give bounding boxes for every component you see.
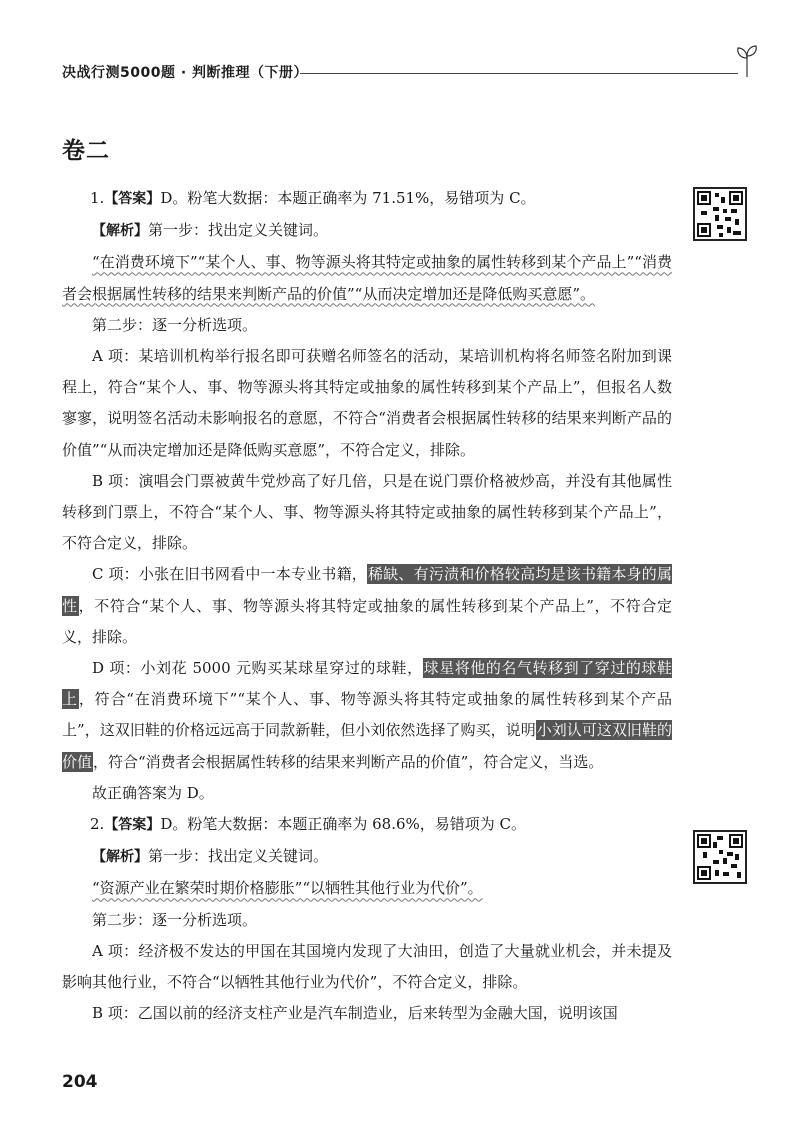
highlight: 小刘认可这双旧鞋的价值	[62, 721, 672, 771]
q1-option-c: C 项：小张在旧书网看中一本专业书籍，稀缺、有污渍和价格较高均是该书籍本身的属性，不符合“某个人、事、物等源头将其特定或抽象的属性转移到某个产品上”，不符合定义，排除。	[62, 565, 672, 646]
leaf-sprout-icon	[736, 44, 758, 78]
header-rule	[300, 73, 738, 74]
q1-conclusion: 故正确答案为 D。	[92, 783, 214, 802]
analysis-tag: 【解析】	[92, 849, 148, 866]
q2-keywords: “资源产业在繁荣时期价格膨胀”“以牺牲其他行业为代价”。	[92, 879, 483, 898]
q2-option-a: A 项：经济极不发达的甲国在其国境内发现了大油田，创造了大量就业机会，并未提及影响其他行业，不符合“以牺牲其他行业为代价”，不符合定义，排除。	[62, 941, 672, 992]
q1-keywords: “在消费环境下”“某个人、事、物等源头将其特定或抽象的属性转移到某个产品上”“消费者会根据属性转移的结果来判断产品的价值”“从而决定增加还是降低购买意愿”。	[62, 253, 672, 303]
answer-tag: 【答案】	[104, 191, 161, 207]
q1-analysis-line: 【解析】第一步：找出定义关键词。	[92, 221, 329, 240]
q1-answer-line: 1.【答案】D。粉笔大数据：本题正确率为 71.51%，易错项为 C。	[90, 189, 536, 207]
qr-code-icon	[693, 830, 747, 884]
qr-code-icon	[693, 187, 747, 241]
q1-option-a: A 项：某培训机构举行报名即可获赠名师签名的活动，某培训机构将名师签名附加到课程上，符合“某个人、事、物等源头将其特定或抽象的属性转移到某个产品上”，但报名人数寥寥，说明签名活动未影响报名的意愿，不符合“消费者会根据属性转移的结果来判断产品的价值”“从而决定增加还是降低购买意愿”，不符合定义，排除。	[62, 347, 672, 459]
highlight: 球星将他的名气转移到了穿过的球鞋上	[62, 659, 672, 709]
q2-answer-line: 2.【答案】D。粉笔大数据：本题正确率为 68.6%，易错项为 C。	[90, 815, 527, 834]
q1-option-d: D 项：小刘花 5000 元购买某球星穿过的球鞋，球星将他的名气转移到了穿过的球鞋上，符合“在消费环境下”“某个人、事、物等源头将其特定或抽象的属性转移到某个产品上”，这双旧鞋的价格远远高于同款新鞋，但小刘依然选择了购买，说明小刘认可这双旧鞋的价值，符合“消费者会根据属性转移的结果来判断产品的价值”，符合定义，当选。	[62, 659, 672, 771]
q1-option-b: B 项：演唱会门票被黄牛党炒高了好几倍，只是在说门票价格被炒高，并没有其他属性转移到门票上，不符合“某个人、事、物等源头将其特定或抽象的属性转移到某个产品上”，不符合定义，排除。	[62, 471, 672, 553]
q1-step2: 第二步：逐一分析选项。	[92, 315, 258, 334]
q2-step2: 第二步：逐一分析选项。	[92, 910, 258, 929]
section-title: 卷二	[62, 138, 110, 164]
page-number: 204	[62, 1072, 98, 1092]
q2-analysis-line: 【解析】第一步：找出定义关键词。	[92, 847, 329, 866]
highlight: 稀缺、有污渍和价格较高均是该书籍本身的属性	[62, 565, 672, 615]
running-header: 决战行测5000题 · 判断推理（下册）	[62, 65, 309, 81]
analysis-tag: 【解析】	[92, 223, 148, 240]
answer-explanations	[62, 183, 672, 1029]
answer-tag: 【答案】	[104, 817, 161, 834]
q2-option-b: B 项：乙国以前的经济支柱产业是汽车制造业，后来转型为金融大国，说明该国	[92, 1004, 618, 1023]
